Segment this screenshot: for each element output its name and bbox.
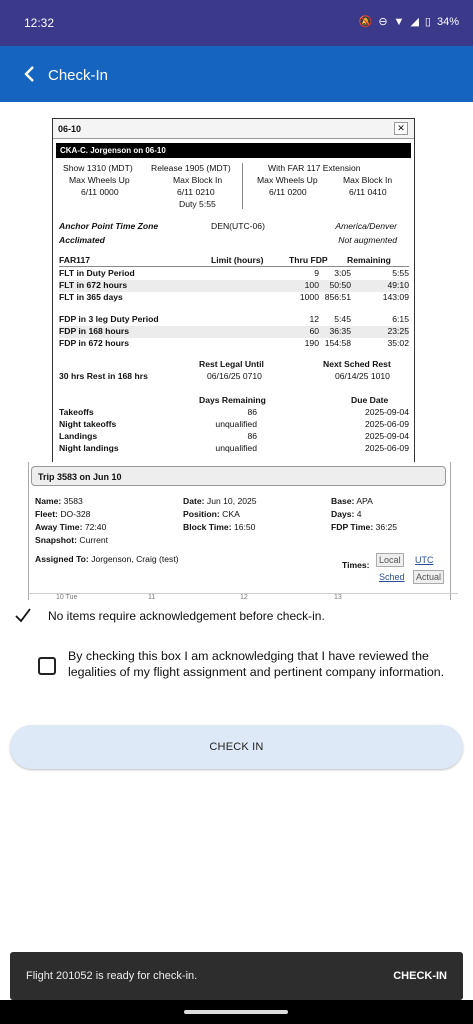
- trip-days-label: Days:: [331, 509, 355, 519]
- snackbar-message: Flight 201052 is ready for check-in.: [26, 970, 198, 982]
- row-value: unqualified: [215, 419, 257, 429]
- row-value: 856:51: [324, 292, 351, 302]
- release-sub: Max Block In: [173, 175, 223, 185]
- trip-name: 3583: [63, 496, 83, 506]
- calendar-day: 10 Tue: [56, 594, 78, 600]
- far-col-name: FAR117: [59, 255, 91, 265]
- row-value: 154:58: [324, 338, 351, 348]
- status-icons: [359, 15, 459, 28]
- row-value: 3:05: [334, 268, 351, 278]
- table-row: [59, 326, 409, 338]
- local-time-button[interactable]: Local: [376, 553, 404, 567]
- calendar-day: 11: [148, 594, 156, 600]
- trip-position-label: Position:: [183, 509, 220, 519]
- ext-wheels-value: 6/11 0200: [269, 187, 307, 197]
- table-row: [59, 407, 409, 419]
- show-value: 6/11 0000: [81, 187, 119, 197]
- row-label: FDP in 3 leg Duty Period: [59, 314, 159, 324]
- actual-time-button[interactable]: Actual: [413, 570, 444, 584]
- table-row: [59, 280, 409, 292]
- battery-icon: ▯: [424, 16, 431, 28]
- divider: [242, 163, 243, 209]
- back-arrow-icon[interactable]: [22, 64, 38, 84]
- home-indicator[interactable]: [184, 1010, 288, 1014]
- ack-checkbox-text[interactable]: By checking this box I am acknowledging that I have reviewed the legalities of my flight assignment and pertinent company information.: [68, 649, 445, 679]
- rest-legal-value: 06/16/25 0710: [207, 371, 262, 381]
- trip-assigned-label: Assigned To:: [35, 554, 89, 564]
- next-rest-label: Next Sched Rest: [323, 359, 391, 369]
- row-value: 50:50: [329, 280, 351, 290]
- trip-fdp: 36:25: [375, 522, 398, 532]
- page-title: Check-In: [48, 67, 109, 84]
- row-value: 2025-06-09: [365, 419, 409, 429]
- ext-wheels-sub: Max Wheels Up: [257, 175, 318, 185]
- dnd-icon: ⊖: [378, 16, 388, 28]
- trip-position: CKA: [222, 509, 240, 519]
- row-value: 5:45: [334, 314, 351, 324]
- release-value: 6/11 0210: [177, 187, 215, 197]
- extension-label: With FAR 117 Extension: [268, 163, 361, 173]
- trip-name-label: Name:: [35, 496, 62, 506]
- row-value: 86: [247, 431, 257, 441]
- row-label: FLT in 672 hours: [59, 280, 128, 290]
- times-label: Times:: [342, 560, 370, 570]
- duty-value: Duty 5:55: [179, 199, 216, 209]
- row-value: 2025-09-04: [365, 431, 409, 441]
- rest-label: 30 hrs Rest in 168 hrs: [59, 371, 148, 381]
- checkmark-icon: [14, 606, 32, 624]
- show-sub: Max Wheels Up: [69, 175, 130, 185]
- row-label: FLT in 365 days: [59, 292, 123, 302]
- row-value: 2025-09-04: [365, 407, 409, 417]
- trip-fdp-label: FDP Time:: [331, 522, 374, 532]
- ext-block-value: 6/11 0410: [349, 187, 387, 197]
- row-value: 23:25: [387, 326, 409, 336]
- check-in-button[interactable]: CHECK IN: [10, 725, 463, 769]
- table-row: [59, 338, 409, 350]
- row-value: 9: [314, 268, 319, 278]
- calendar-day: 13: [334, 594, 342, 600]
- legality-panel: [52, 118, 415, 468]
- trip-assigned: Jorgenson, Craig (test): [91, 554, 179, 564]
- trip-away: 72:40: [84, 522, 107, 532]
- row-value: 1000: [299, 292, 319, 302]
- row-label: FDP in 168 hours: [59, 326, 130, 336]
- release-label: Release 1905 (MDT): [151, 163, 231, 173]
- row-value: 12: [309, 314, 319, 324]
- app-bar: [0, 46, 473, 102]
- signal-icon: ◢: [410, 16, 419, 28]
- row-value: unqualified: [215, 443, 257, 453]
- table-row: [59, 314, 409, 326]
- far-col-limit: Limit (hours): [211, 255, 264, 265]
- trip-date: Jun 10, 2025: [206, 496, 257, 506]
- rest-legal-label: Rest Legal Until: [199, 359, 264, 369]
- table-row: [59, 431, 409, 443]
- show-label: Show 1310 (MDT): [63, 163, 133, 173]
- duty-summary-row: [59, 163, 409, 175]
- legality-header: [53, 119, 414, 139]
- row-value: 100: [304, 280, 319, 290]
- next-rest-value: 06/14/25 1010: [335, 371, 390, 381]
- ext-block-sub: Max Block In: [343, 175, 393, 185]
- legality-date: 06-10: [58, 124, 82, 134]
- trip-base-label: Base:: [331, 496, 355, 506]
- table-row: [59, 268, 409, 280]
- snackbar: [10, 952, 463, 1000]
- row-value: 49:10: [387, 280, 409, 290]
- calendar-day: 12: [240, 594, 248, 600]
- trip-fleet-label: Fleet:: [35, 509, 58, 519]
- acclimated-label: Acclimated: [59, 235, 105, 245]
- row-label: Night landings: [59, 443, 119, 453]
- trip-snapshot-label: Snapshot:: [35, 535, 78, 545]
- row-value: 143:09: [382, 292, 409, 302]
- days-remaining-header: Days Remaining: [199, 395, 266, 405]
- navigation-bar: [0, 1000, 473, 1024]
- augmented-value: Not augmented: [338, 235, 397, 245]
- close-icon[interactable]: ✕: [394, 122, 408, 135]
- crew-banner: CKA-C. Jorgenson on 06-10: [56, 143, 411, 158]
- snackbar-check-in-action[interactable]: CHECK-IN: [393, 970, 447, 982]
- row-value: 86: [247, 407, 257, 417]
- trip-block-label: Block Time:: [183, 522, 232, 532]
- trip-block: 16:50: [233, 522, 256, 532]
- mute-icon: 🔕: [358, 16, 373, 28]
- anchor-label: Anchor Point Time Zone: [59, 221, 159, 231]
- trip-base: APA: [356, 496, 373, 506]
- legality-content[interactable]: [0, 102, 473, 600]
- utc-time-link[interactable]: UTC: [415, 555, 434, 565]
- trip-days: 4: [356, 509, 362, 519]
- ack-checkbox[interactable]: [38, 657, 56, 675]
- trip-panel: [28, 462, 451, 600]
- anchor-region: America/Denver: [335, 221, 397, 231]
- row-value: 36:35: [329, 326, 351, 336]
- row-value: 2025-06-09: [365, 443, 409, 453]
- trip-title: Trip 3583 on Jun 10: [31, 466, 446, 486]
- far-col-thru: Thru FDP: [289, 255, 328, 265]
- row-label: Night takeoffs: [59, 419, 117, 429]
- wifi-icon: ▼: [393, 15, 405, 28]
- row-value: 190: [304, 338, 319, 348]
- calendar-strip: [28, 593, 458, 600]
- row-value: 60: [309, 326, 319, 336]
- status-time: 12:32: [24, 16, 55, 30]
- trip-fleet: DO-328: [60, 509, 91, 519]
- status-bar: [0, 0, 473, 46]
- table-row: [59, 443, 409, 455]
- no-ack-text: No items require acknowledgement before check-in.: [48, 609, 325, 623]
- row-label: Takeoffs: [59, 407, 94, 417]
- ack-checkbox-row[interactable]: [38, 648, 458, 698]
- row-value: 6:15: [392, 314, 409, 324]
- table-row: [59, 292, 409, 304]
- row-label: FLT in Duty Period: [59, 268, 135, 278]
- row-label: FDP in 672 hours: [59, 338, 130, 348]
- row-value: 35:02: [387, 338, 409, 348]
- row-label: Landings: [59, 431, 98, 441]
- table-row: [59, 419, 409, 431]
- ack-status: [14, 606, 454, 628]
- battery-level: 34%: [436, 15, 459, 28]
- trip-date-label: Date:: [183, 496, 205, 506]
- row-value: 5:55: [392, 268, 409, 278]
- due-date-header: Due Date: [351, 395, 389, 405]
- anchor-tz: DEN(UTC-06): [211, 221, 265, 231]
- trip-snapshot: Current: [79, 535, 109, 545]
- sched-time-link[interactable]: Sched: [379, 572, 405, 582]
- far-col-remaining: Remaining: [347, 255, 391, 265]
- trip-away-label: Away Time:: [35, 522, 83, 532]
